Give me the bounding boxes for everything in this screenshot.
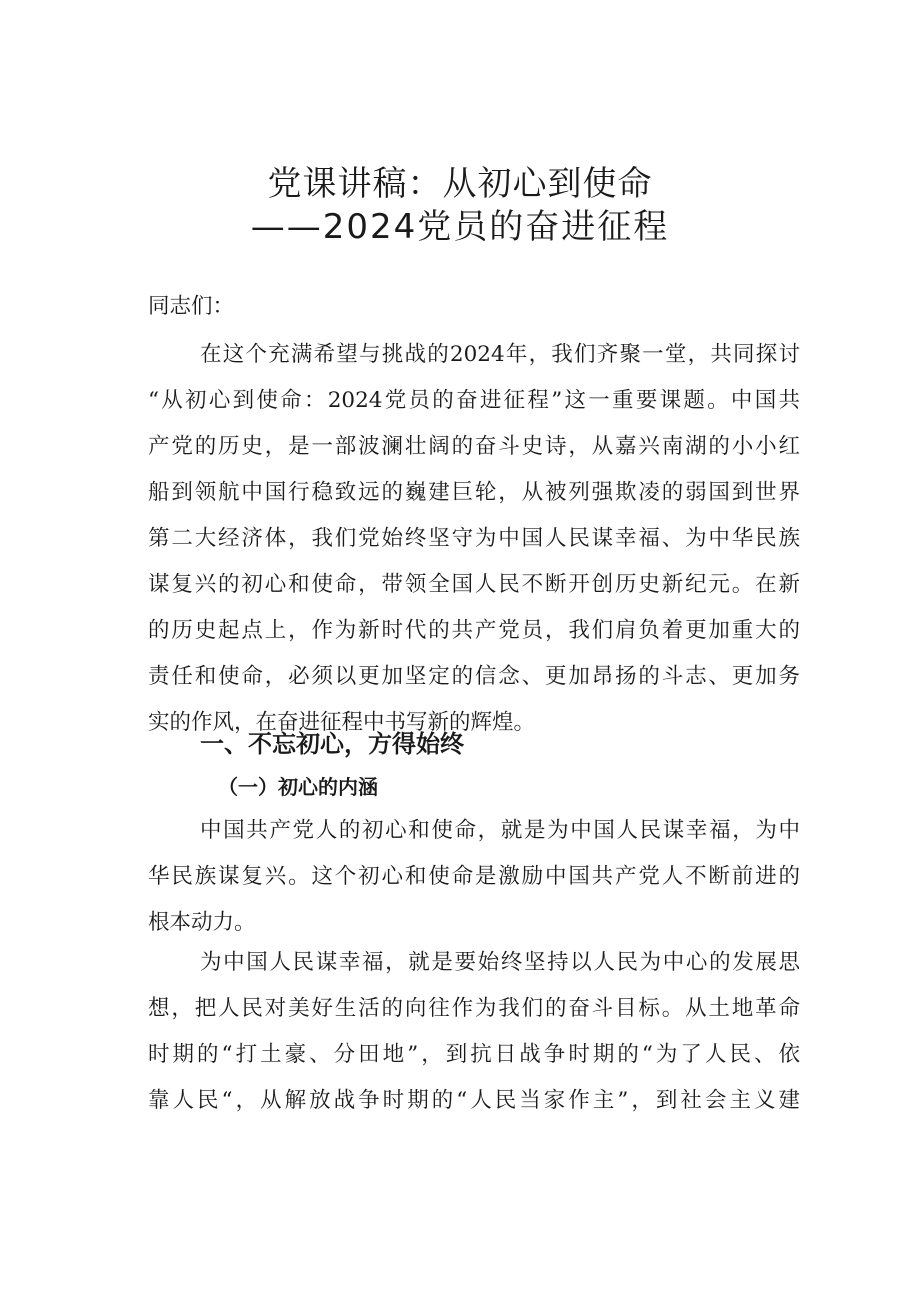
section-1-heading: 一、不忘初心，方得始终 [200,730,464,758]
paragraph-line: 时期的“打土豪、分田地”，到抗日战争时期的“为了人民、依 [148,1042,800,1067]
paragraph-line: 华民族谋复兴。这个初心和使命是激励中国共产党人不断前进的 [148,864,800,889]
intro-line: 的历史起点上，作为新时代的共产党员，我们肩负着更加重大的 [148,618,800,643]
intro-line: 实的作风，在奋进征程中书写新的辉煌。 [148,710,536,735]
section-1-subheading: （一）初心的内涵 [218,775,378,799]
paragraph-line: 想，把人民对美好生活的向往作为我们的奋斗目标。从土地革命 [148,996,800,1021]
document-title-line-2: ——2024党员的奋进征程 [250,207,670,247]
paragraph-line: 中国共产党人的初心和使命，就是为中国人民谋幸福，为中 [200,818,800,843]
document-title-line-1: 党课讲稿：从初心到使命 [267,164,653,204]
paragraph-line: 靠人民“，从解放战争时期的“人民当家作主”，到社会主义建 [148,1088,800,1113]
intro-line: 船到领航中国行稳致远的巍建巨轮，从被列强欺凌的弱国到世界 [148,480,800,505]
salutation: 同志们： [148,294,235,319]
intro-line: “从初心到使命：2024党员的奋进征程”这一重要课题。中国共 [148,388,800,413]
section-1-paragraph-1 [148,808,800,946]
intro-line: 责任和使命，必须以更加坚定的信念、更加昂扬的斗志、更加务 [148,664,800,689]
intro-line: 第二大经济体，我们党始终坚守为中国人民谋幸福、为中华民族 [148,526,800,551]
section-1-paragraph-2 [148,940,800,1124]
intro-line: 产党的历史，是一部波澜壮阔的奋斗史诗，从嘉兴南湖的小小红 [148,434,800,459]
paragraph-line: 为中国人民谋幸福，就是要始终坚持以人民为中心的发展思 [200,950,800,975]
intro-paragraph [148,332,800,746]
paragraph-line: 根本动力。 [148,910,256,935]
intro-line: 谋复兴的初心和使命，带领全国人民不断开创历史新纪元。在新 [148,572,800,597]
intro-line: 在这个充满希望与挑战的2024年，我们齐聚一堂，共同探讨 [200,342,800,367]
